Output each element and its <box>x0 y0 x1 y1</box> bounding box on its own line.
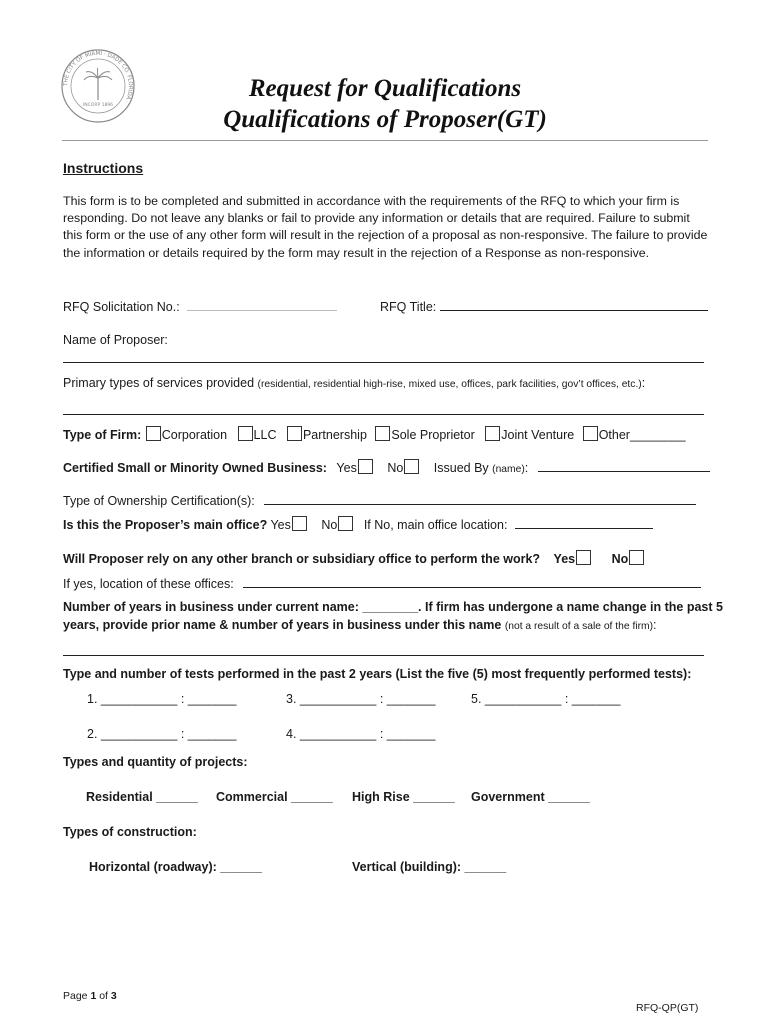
branch-yes-label: Yes <box>553 552 576 566</box>
years-label: Number of years in business under current name: <box>63 600 359 614</box>
branch-location-label: If yes, location of these offices: <box>63 577 234 591</box>
corporation-checkbox[interactable] <box>146 426 161 441</box>
rfq-title-row <box>380 298 708 314</box>
years-name-change-text: . If firm has undergone a name change in the past 5 <box>418 600 723 614</box>
main-office-no-label: No <box>321 518 338 532</box>
test-item-5[interactable]: 5. ___________ : _______ <box>471 692 621 706</box>
services-hint: (residential, residential high-rise, mixed use, offices, park facilities, gov’t offices, etc.) <box>257 379 642 390</box>
test-item-3[interactable]: 3. ___________ : _______ <box>286 692 436 706</box>
rfq-no-field[interactable] <box>187 298 337 311</box>
firm-type-sole-proprietor: Sole Proprietor <box>391 428 475 442</box>
branch-no-checkbox[interactable] <box>629 550 644 565</box>
ownership-row <box>63 492 696 508</box>
years-line-1 <box>63 600 723 614</box>
construction-heading: Types of construction: <box>63 825 197 839</box>
page-number <box>63 990 117 1002</box>
main-office-location-field[interactable] <box>515 516 653 529</box>
issued-by-hint: (name) <box>492 464 525 475</box>
other-checkbox[interactable] <box>583 426 598 441</box>
certified-no-checkbox[interactable] <box>404 459 419 474</box>
construction-vertical[interactable]: Vertical (building): ______ <box>352 860 507 874</box>
firm-type-partnership: Partnership <box>302 428 367 442</box>
services-field[interactable] <box>63 414 704 415</box>
prior-name-field[interactable] <box>63 655 704 656</box>
firm-type-corporation: Corporation <box>161 428 228 442</box>
seal-ring-text: THE CITY OF MIAMI · DADE CO. FLORIDA <box>62 50 134 101</box>
issued-by-label: Issued By <box>433 461 489 475</box>
firm-type-label: Type of Firm: <box>63 428 142 442</box>
rfq-title-label: RFQ Title: <box>380 300 437 314</box>
firm-type-other: Other________ <box>598 428 686 442</box>
test-item-4[interactable]: 4. ___________ : _______ <box>286 727 436 741</box>
firm-type-llc: LLC <box>253 428 277 442</box>
branch-row <box>63 550 645 566</box>
proposer-name-field[interactable] <box>63 362 704 363</box>
project-residential[interactable]: Residential ______ <box>86 790 198 804</box>
main-office-yes-checkbox[interactable] <box>292 516 307 531</box>
main-office-no-checkbox[interactable] <box>338 516 353 531</box>
main-office-yes-label: Yes <box>270 518 291 532</box>
title-divider <box>62 140 708 141</box>
instructions-heading: Instructions <box>63 160 144 176</box>
services-colon: : <box>641 376 646 390</box>
certified-yes-label: Yes <box>336 461 357 475</box>
services-label: Primary types of services provided <box>63 376 255 390</box>
ownership-cert-field[interactable] <box>264 492 696 505</box>
main-office-location-label: If No, main office location: <box>363 518 508 532</box>
test-item-1[interactable]: 1. ___________ : _______ <box>87 692 237 706</box>
project-high-rise[interactable]: High Rise ______ <box>352 790 455 804</box>
title-line-1: Request for Qualifications <box>248 75 522 102</box>
tests-heading: Type and number of tests performed in the past 2 years (List the five (5) most frequently performed tests): <box>63 667 692 681</box>
sole-proprietor-checkbox[interactable] <box>375 426 390 441</box>
issued-by-field[interactable] <box>538 459 710 472</box>
instructions-body: This form is to be completed and submitted in accordance with the requirements of the RFQ to which your firm is responding. Do not leave any blanks or fail to provide any information or details that are required. Failure to submit this form or the use of any other form will result in the rejection of a proposal as non-responsive. The failure to provide the information or details required by the form may result in the rejection of a Response as non-responsive. <box>63 194 708 260</box>
prior-name-label: years, provide prior name & number of years in business under this name <box>63 618 502 632</box>
certified-row <box>63 459 710 475</box>
prior-name-hint: (not a result of a sale of the firm) <box>504 621 654 632</box>
years-field[interactable]: ________ <box>362 600 419 614</box>
branch-location-row <box>63 575 701 591</box>
page-current: 1 <box>90 990 97 1002</box>
page-prefix: Page <box>63 990 91 1002</box>
partnership-checkbox[interactable] <box>287 426 302 441</box>
prior-name-colon: : <box>653 618 657 632</box>
proposer-name-label: Name of Proposer: <box>63 333 168 347</box>
rfq-solicitation-row <box>63 298 337 314</box>
form-id: RFQ-QP(GT) <box>636 1002 699 1014</box>
test-item-2[interactable]: 2. ___________ : _______ <box>87 727 237 741</box>
branch-no-label: No <box>611 552 629 566</box>
project-commercial[interactable]: Commercial ______ <box>216 790 333 804</box>
ownership-cert-label: Type of Ownership Certification(s): <box>63 494 255 508</box>
certified-label: Certified Small or Minority Owned Business: <box>63 461 327 475</box>
joint-venture-checkbox[interactable] <box>485 426 500 441</box>
rfq-no-label: RFQ Solicitation No.: <box>63 300 180 314</box>
firm-type-joint-venture: Joint Venture <box>501 428 575 442</box>
branch-location-field[interactable] <box>243 575 701 588</box>
branch-label: Will Proposer rely on any other branch or subsidiary office to perform the work? <box>63 552 541 566</box>
page-total: 3 <box>110 990 117 1002</box>
projects-heading: Types and quantity of projects: <box>63 755 248 769</box>
branch-yes-checkbox[interactable] <box>576 550 591 565</box>
certified-yes-checkbox[interactable] <box>358 459 373 474</box>
construction-horizontal[interactable]: Horizontal (roadway): ______ <box>89 860 262 874</box>
page-of: of <box>96 990 111 1002</box>
main-office-row <box>63 516 653 532</box>
main-office-label: Is this the Proposer’s main office? <box>63 518 268 532</box>
firm-type-row <box>63 426 686 442</box>
services-row <box>63 376 645 390</box>
rfq-title-field[interactable] <box>440 298 708 311</box>
years-line-2 <box>63 618 657 632</box>
project-government[interactable]: Government ______ <box>471 790 590 804</box>
certified-no-label: No <box>387 461 404 475</box>
seal-center-text: INCORP 1896 <box>82 103 114 108</box>
title-line-2: Qualifications of Proposer(GT) <box>223 106 547 133</box>
llc-checkbox[interactable] <box>238 426 253 441</box>
issued-by-colon: : <box>524 461 529 475</box>
